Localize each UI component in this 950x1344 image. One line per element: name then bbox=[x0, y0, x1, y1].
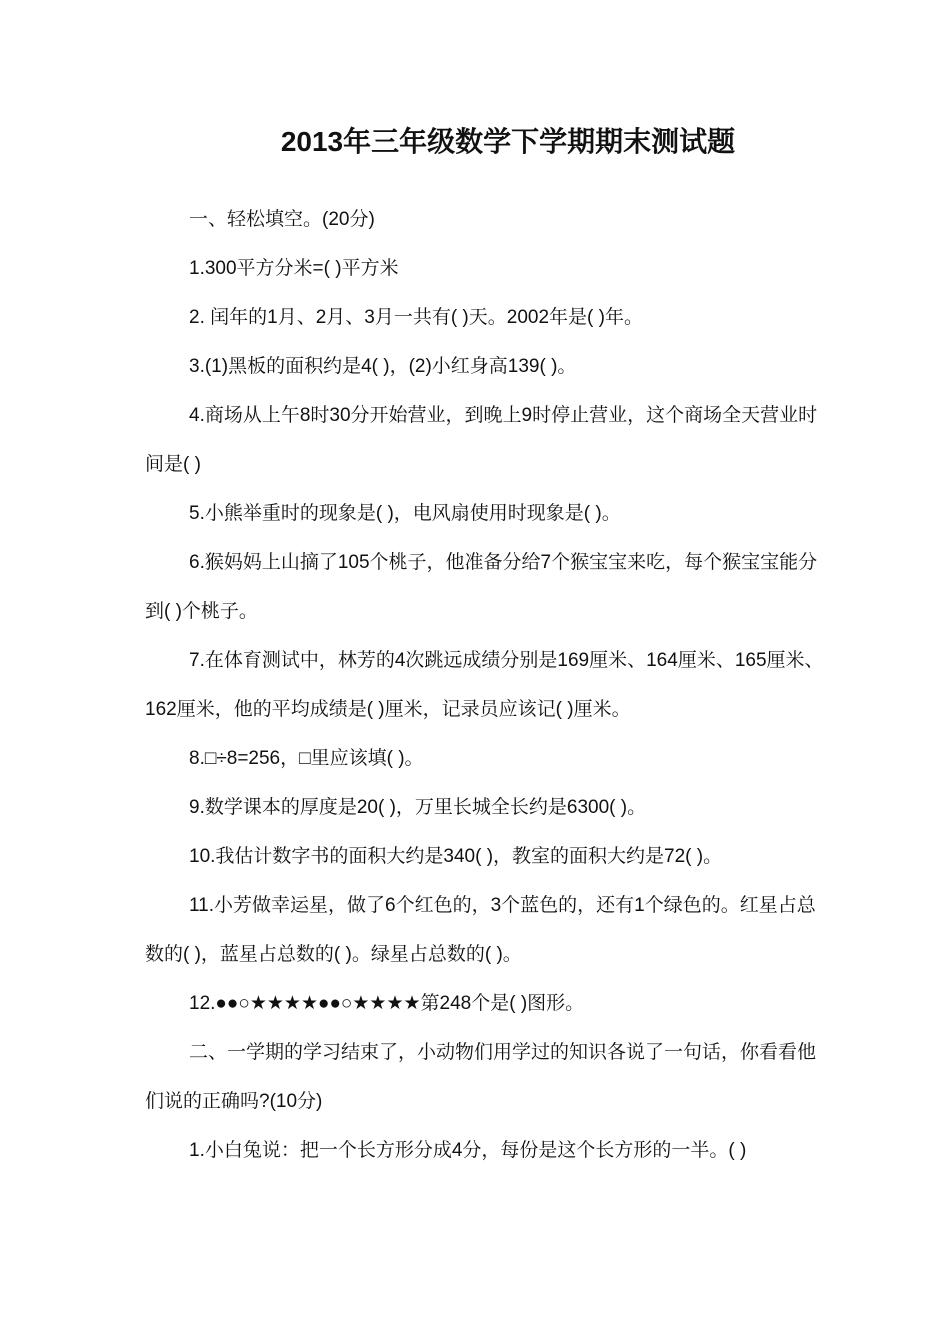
section-heading-fill-blanks: 一、轻松填空。(20分) bbox=[189, 209, 375, 230]
question-8: 8.□÷8=256，□里应该填( )。 bbox=[189, 748, 424, 769]
question-10: 10.我估计数字书的面积大约是340( )，教室的面积大约是72( )。 bbox=[189, 846, 723, 867]
question-7: 7.在体育测试中，林芳的4次跳远成绩分别是169厘米、164厘米、165厘米、162厘米，他的平均成绩是( )厘米，记录员应该记( )厘米。 bbox=[145, 650, 824, 720]
question-9: 9.数学课本的厚度是20( )，万里长城全长约是6300( )。 bbox=[189, 797, 647, 818]
question-5: 5.小熊举重时的现象是( )，电风扇使用时现象是( )。 bbox=[189, 503, 621, 524]
question-3: 3.(1)黑板的面积约是4( )，(2)小红身高139( )。 bbox=[189, 356, 577, 377]
question-11: 11.小芳做幸运星，做了6个红色的，3个蓝色的，还有1个绿色的。红星占总数的( )，蓝星占总数的( )。绿星占总数的( )。 bbox=[145, 895, 816, 965]
question-4: 4.商场从上午8时30分开始营业，到晚上9时停止营业，这个商场全天营业时间是( ) bbox=[145, 405, 818, 475]
question-2: 2. 闰年的1月、2月、3月一共有( )天。2002年是( )年。 bbox=[189, 307, 643, 328]
document-body bbox=[145, 195, 825, 1175]
section-heading-true-false: 二、一学期的学习结束了，小动物们用学过的知识各说了一句话，你看看他们说的正确吗?(10分) bbox=[145, 1042, 817, 1112]
tf-question-1: 1.小白兔说：把一个长方形分成4分，每份是这个长方形的一半。( ) bbox=[189, 1140, 747, 1161]
document-title: 2013年三年级数学下学期期末测试题 bbox=[280, 126, 736, 157]
question-12: 12.●●○★★★★●●○★★★★第248个是( )图形。 bbox=[189, 993, 585, 1014]
question-6: 6.猴妈妈上山摘了105个桃子，他准备分给7个猴宝宝来吃，每个猴宝宝能分到( )个桃子。 bbox=[145, 552, 818, 622]
question-1: 1.300平方分米=( )平方米 bbox=[189, 258, 399, 279]
